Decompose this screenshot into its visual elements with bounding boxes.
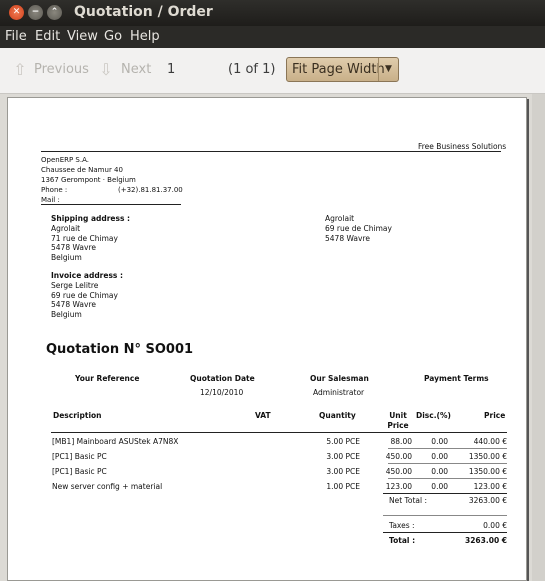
line-quantity: 3.00 PCE — [326, 467, 360, 476]
invoice-line: Belgium — [51, 310, 82, 319]
line-unit-price: 123.00 — [385, 482, 412, 491]
shipping-line: 71 rue de Chimay — [51, 234, 118, 243]
taxes-value: 0.00 € — [483, 521, 507, 530]
line-discount: 0.00 — [431, 452, 448, 461]
totals-rule — [383, 532, 507, 533]
line-quantity: 3.00 PCE — [326, 452, 360, 461]
total-value: 3263.00 € — [465, 536, 507, 545]
row-rule — [388, 448, 507, 449]
line-discount: 0.00 — [431, 437, 448, 446]
title-bar — [0, 0, 545, 26]
payment-terms-label: Payment Terms — [424, 374, 489, 383]
minimize-window-button[interactable]: − — [28, 5, 43, 20]
company-street: Chaussee de Namur 40 — [41, 166, 123, 174]
down-arrow-icon: ⇩ — [99, 60, 113, 79]
line-description: [PC1] Basic PC — [52, 467, 107, 476]
quotation-date-label: Quotation Date — [190, 374, 255, 383]
lines-header-rule — [51, 432, 507, 433]
window-title: Quotation / Order — [74, 4, 213, 20]
line-description: [PC1] Basic PC — [52, 452, 107, 461]
totals-rule — [383, 515, 507, 516]
document-viewer[interactable] — [0, 94, 545, 581]
company-phone-label: Phone : — [41, 186, 68, 194]
close-window-button[interactable]: ✕ — [9, 5, 24, 20]
your-reference-label: Your Reference — [75, 374, 140, 383]
totals-rule — [383, 493, 507, 494]
line-price: 1350.00 € — [468, 452, 507, 461]
col-quantity: Quantity — [319, 411, 356, 420]
page-number-input[interactable]: 1 — [167, 62, 176, 77]
maximize-window-button[interactable]: ⌃ — [47, 5, 62, 20]
partner-line: 69 rue de Chimay — [325, 224, 392, 233]
menu-bar — [0, 26, 545, 48]
company-city: 1367 Gerompont · Belgium — [41, 176, 136, 184]
line-quantity: 5.00 PCE — [326, 437, 360, 446]
taxes-label: Taxes : — [389, 521, 415, 530]
header-rule — [41, 151, 501, 152]
zoom-label: Fit Page Width — [292, 62, 385, 77]
col-vat: VAT — [255, 411, 271, 420]
line-price: 1350.00 € — [468, 467, 507, 476]
company-phone: (+32).81.81.37.00 — [118, 186, 183, 194]
col-description: Description — [53, 411, 102, 420]
next-button[interactable]: Next — [121, 62, 152, 77]
vertical-scrollbar[interactable] — [532, 94, 545, 581]
col-price: Price — [484, 411, 506, 420]
quotation-date-value: 12/10/2010 — [200, 388, 244, 397]
invoice-heading: Invoice address : — [51, 271, 124, 280]
menu-file[interactable]: File — [5, 29, 27, 44]
line-discount: 0.00 — [431, 482, 448, 491]
line-price: 123.00 € — [473, 482, 507, 491]
menu-view[interactable]: View — [67, 29, 98, 44]
shipping-line: Belgium — [51, 253, 82, 262]
col-unit-price: Unit Price — [387, 411, 409, 430]
company-name: OpenERP S.A. — [41, 156, 89, 164]
line-quantity: 1.00 PCE — [326, 482, 360, 491]
toolbar — [0, 48, 545, 94]
line-description: [MB1] Mainboard ASUStek A7N8X — [52, 437, 179, 446]
up-arrow-icon: ⇧ — [13, 60, 27, 79]
shipping-line: Agrolait — [51, 224, 81, 233]
chevron-down-icon[interactable]: ▼ — [378, 58, 398, 81]
line-discount: 0.00 — [431, 467, 448, 476]
col-discount: Disc.(%) — [416, 411, 451, 420]
company-rule — [41, 204, 181, 205]
invoice-line: Serge Lelitre — [51, 281, 99, 290]
document-page — [7, 97, 527, 581]
line-unit-price: 450.00 — [385, 452, 412, 461]
row-rule — [388, 463, 507, 464]
menu-edit[interactable]: Edit — [35, 29, 61, 44]
line-price: 440.00 € — [473, 437, 507, 446]
line-description: New server config + material — [52, 482, 163, 491]
total-label: Total : — [389, 536, 416, 545]
menu-go[interactable]: Go — [104, 29, 123, 44]
salesman-label: Our Salesman — [310, 374, 369, 383]
net-total-label: Net Total : — [389, 496, 427, 505]
header-tagline: Free Business Solutions — [418, 142, 507, 151]
net-total-value: 3263.00 € — [468, 496, 507, 505]
shipping-heading: Shipping address : — [51, 214, 131, 223]
quotation-title: Quotation N° SO001 — [46, 342, 194, 357]
zoom-select[interactable] — [286, 57, 399, 82]
line-unit-price: 88.00 — [390, 437, 412, 446]
invoice-line: 5478 Wavre — [51, 300, 96, 309]
shipping-line: 5478 Wavre — [51, 243, 96, 252]
salesman-value: Administrator — [313, 388, 365, 397]
menu-help[interactable]: Help — [130, 29, 160, 44]
line-unit-price: 450.00 — [385, 467, 412, 476]
invoice-line: 69 rue de Chimay — [51, 291, 118, 300]
previous-button[interactable]: Previous — [34, 62, 89, 77]
page-count: (1 of 1) — [228, 62, 276, 77]
partner-line: 5478 Wavre — [325, 234, 370, 243]
row-rule — [388, 478, 507, 479]
partner-line: Agrolait — [325, 214, 355, 223]
company-mail-label: Mail : — [41, 196, 60, 204]
